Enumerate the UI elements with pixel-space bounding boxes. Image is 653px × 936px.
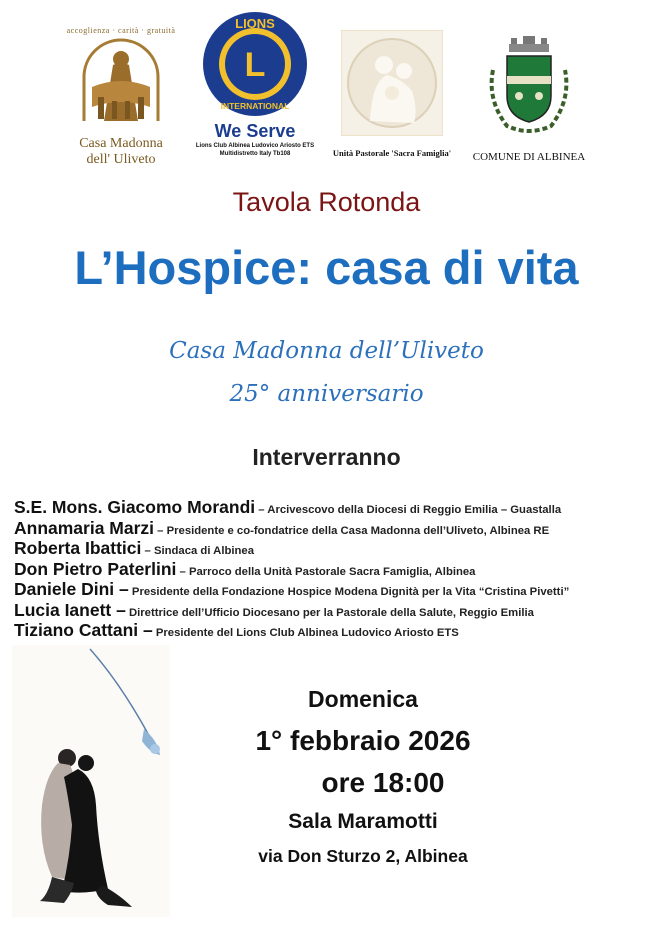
page-title: L’Hospice: casa di vita bbox=[74, 241, 579, 294]
embrace-artwork-image bbox=[12, 645, 170, 917]
lions-logo bbox=[190, 10, 320, 160]
lions-ring-top: LIONS bbox=[235, 16, 275, 31]
speaker-name: Roberta Ibattici bbox=[14, 538, 142, 558]
speaker-row bbox=[14, 559, 644, 580]
speaker-name: Don Pietro Paterlini bbox=[14, 558, 177, 579]
event-time: ore 18:00 bbox=[321, 767, 445, 798]
subtitle-line2: 25° anniversario bbox=[229, 381, 424, 407]
comune-caption: COMUNE DI ALBINEA bbox=[472, 151, 586, 163]
casa-name-line1: Casa Madonna bbox=[79, 136, 163, 151]
speaker-name: Daniele Dini – bbox=[14, 579, 129, 599]
speaker-role: – Arcivescovo della Diocesi di Reggio Emilia – Guastalla bbox=[255, 504, 562, 516]
lions-slogan: We Serve bbox=[214, 121, 296, 141]
speaker-role: Presidente della Fondazione Hospice Modena Dignità per la Vita “Cristina Pivetti” bbox=[128, 586, 570, 598]
speaker-row bbox=[14, 620, 644, 641]
subtitle-line1: Casa Madonna dell’Uliveto bbox=[169, 338, 484, 364]
unita-pastorale-logo bbox=[322, 30, 462, 160]
municipal-crest-icon bbox=[473, 30, 585, 142]
casa-madonna-logo bbox=[62, 22, 180, 167]
madonna-arch-icon bbox=[78, 37, 164, 123]
speaker-row bbox=[14, 518, 644, 539]
event-day: Domenica bbox=[308, 686, 418, 712]
speaker-row bbox=[14, 579, 644, 600]
speaker-row bbox=[14, 600, 644, 621]
casa-motto: accoglienza · carità · gratuità bbox=[66, 26, 176, 35]
event-date: 1° febbraio 2026 bbox=[255, 725, 471, 756]
speaker-name: Annamaria Marzi bbox=[14, 517, 155, 538]
speaker-name: S.E. Mons. Giacomo Morandi bbox=[14, 497, 256, 517]
holy-family-relief-icon bbox=[341, 30, 443, 136]
event-type: Tavola Rotonda bbox=[232, 187, 421, 217]
event-address: via Don Sturzo 2, Albinea bbox=[258, 846, 468, 866]
comune-albinea-logo bbox=[462, 30, 596, 163]
speaker-role: Direttrice dell’Ufficio Diocesano per la Pastorale della Salute, Reggio Emilia bbox=[125, 606, 534, 619]
speaker-name: Lucia Ianett – bbox=[14, 599, 126, 620]
speakers-list bbox=[14, 497, 644, 641]
speaker-row bbox=[14, 538, 644, 559]
unita-caption: Unità Pastorale 'Sacra Famiglia' bbox=[332, 148, 452, 158]
lions-district: Multidistretto Italy Tb108 bbox=[219, 151, 291, 157]
speaker-role: – Parroco della Unità Pastorale Sacra Famiglia, Albinea bbox=[176, 565, 476, 578]
speaker-role: – Sindaca di Albinea bbox=[141, 545, 254, 557]
lions-letter: L bbox=[244, 46, 266, 84]
speaker-role: Presidente del Lions Club Albinea Ludovico Ariosto ETS bbox=[152, 627, 459, 639]
speaker-role: – Presidente e co-fondatrice della Casa Madonna dell’Uliveto, Albinea RE bbox=[154, 524, 550, 537]
casa-name-line2: dell' Uliveto bbox=[86, 152, 156, 167]
speaker-name: Tiziano Cattani – bbox=[14, 620, 153, 640]
lions-emblem-icon bbox=[201, 10, 309, 118]
lions-club-name: Lions Club Albinea Ludovico Ariosto ETS bbox=[195, 143, 315, 149]
lions-ring-bottom: INTERNATIONAL bbox=[220, 101, 290, 111]
speaker-row bbox=[14, 497, 644, 518]
speakers-heading: Interverranno bbox=[252, 444, 401, 470]
event-place: Sala Maramotti bbox=[288, 810, 438, 833]
